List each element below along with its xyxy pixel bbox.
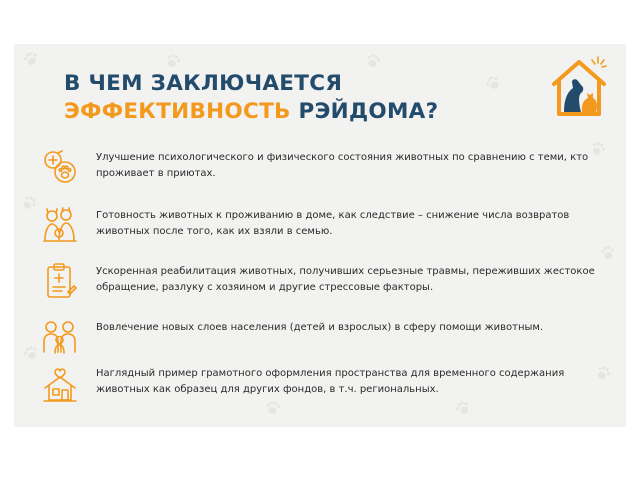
slide — [14, 44, 626, 427]
title-accent: ЭФФЕКТИВНОСТЬ — [64, 99, 291, 124]
medical-clipboard-icon — [42, 262, 78, 302]
item-text: Наглядный пример грамотного оформления пространства для временного содержания животных как образец для других фондов, в т.ч. региональных. — [96, 368, 565, 395]
paw-print-icon — [19, 47, 42, 70]
animals-group-icon — [42, 206, 78, 246]
home-heart-icon — [42, 364, 78, 404]
item-text: Вовлечение новых слоев населения (детей и взрослых) в сферу помощи животным. — [96, 322, 544, 333]
paw-print-icon — [19, 341, 43, 365]
house-dog-cat-logo — [548, 54, 610, 120]
title-line-1: В ЧЕМ ЗАКЛЮЧАЕТСЯ — [64, 71, 343, 96]
health-paw-icon — [42, 148, 78, 188]
item-text: Ускоренная реабилитация животных, получивших серьезные травмы, переживших жестокое обращение, разлуку с хозяином и другие стрессовые факторы. — [96, 266, 595, 293]
paw-print-icon — [362, 50, 384, 72]
title-line-2: РЭЙДОМА? — [290, 99, 439, 124]
item-text: Готовность животных к проживанию в доме, как следствие – снижение числа возвратов животных после того, как их взяли в семью. — [96, 210, 570, 237]
paw-print-icon — [16, 190, 41, 215]
item-text: Улучшение психологического и физического состояния животных по сравнению с теми, кто проживает в приютах. — [96, 152, 589, 179]
list-item — [42, 364, 602, 408]
list-item — [42, 262, 602, 306]
list-item — [42, 206, 602, 250]
page-title — [64, 70, 438, 126]
list-item — [42, 148, 602, 192]
paw-print-icon — [480, 70, 505, 95]
list-item — [42, 318, 602, 362]
family-icon — [42, 318, 78, 358]
